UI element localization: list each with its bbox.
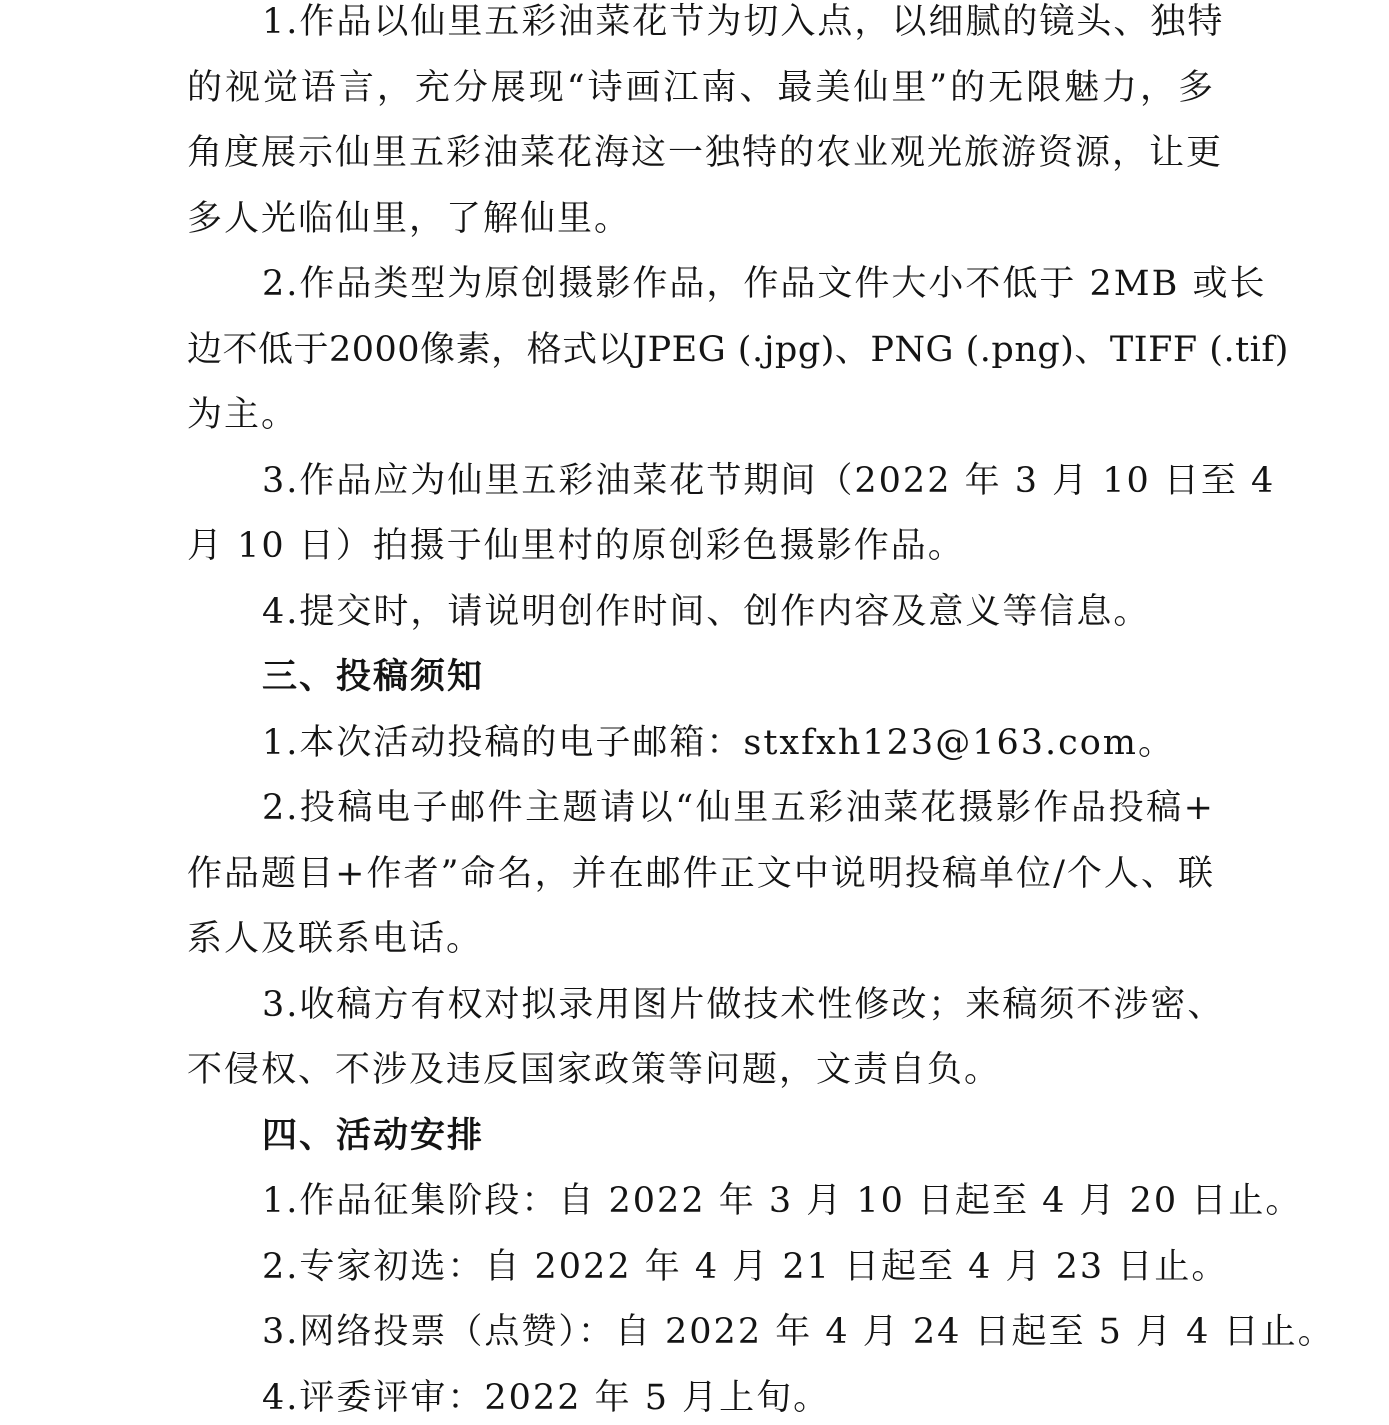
requirement-item-1	[187, 0, 1225, 241]
text-line: 边不低于2000像素，格式以JPEG (.jpg)、PNG (.png)、TIFF (.tif)	[187, 329, 1289, 370]
text-line: 3.网络投票（点赞）：自 2022 年 4 月 24 日起至 5 月 4 日止。	[262, 1312, 1335, 1353]
text-line: 3.收稿方有权对拟录用图片做技术性修改；来稿须不涉密、	[262, 984, 1225, 1025]
requirement-item-3	[187, 459, 1276, 569]
submission-item-2	[187, 786, 1215, 961]
schedule-item-2	[187, 1245, 1229, 1289]
text-line: 1.本次活动投稿的电子邮箱：stxfxh123@163.com。	[262, 722, 1175, 763]
text-line: 1.作品征集阶段：自 2022 年 3 月 10 日起至 4 月 20 日止。	[262, 1181, 1303, 1222]
section-heading-submission: 三、投稿须知	[262, 656, 485, 698]
text-line: 月 10 日）拍摄于仙里村的原创彩色摄影作品。	[187, 526, 965, 567]
text-line: 4.评委评审：2022 年 5 月上旬。	[262, 1377, 831, 1418]
text-line: 2.专家初选：自 2022 年 4 月 21 日起至 4 月 23 日止。	[262, 1246, 1229, 1287]
section-heading-schedule: 四、活动安排	[262, 1114, 485, 1156]
schedule-item-4	[187, 1376, 1215, 1420]
requirement-item-4	[187, 590, 1215, 634]
schedule-item-3	[187, 1310, 1335, 1354]
text-line: 2.作品类型为原创摄影作品，作品文件大小不低于 2MB 或长	[262, 264, 1267, 305]
schedule-item-1	[187, 1179, 1303, 1223]
text-line: 3.作品应为仙里五彩油菜花节期间（2022 年 3 月 10 日至 4	[262, 460, 1276, 501]
text-line: 4.提交时，请说明创作时间、创作内容及意义等信息。	[262, 591, 1151, 632]
submission-item-1	[187, 721, 1215, 765]
submission-item-3	[187, 983, 1225, 1093]
text-line: 为主。	[187, 395, 299, 436]
text-line: 角度展示仙里五彩油菜花海这一独特的农业观光旅游资源，让更	[187, 133, 1224, 174]
text-line: 系人及联系电话。	[187, 919, 484, 960]
requirement-item-2	[187, 262, 1289, 437]
text-line: 的视觉语言，充分展现“诗画江南、最美仙里”的无限魅力，多	[187, 67, 1215, 108]
text-line: 作品题目+作者”命名，并在邮件正文中说明投稿单位/个人、联	[187, 853, 1215, 894]
text-line: 2.投稿电子邮件主题请以“仙里五彩油菜花摄影作品投稿+	[262, 788, 1215, 829]
text-line: 不侵权、不涉及违反国家政策等问题，文责自负。	[187, 1050, 1002, 1091]
document-body	[187, 0, 1335, 1420]
text-line: 1.作品以仙里五彩油菜花节为切入点，以细腻的镜头、独特	[262, 2, 1225, 42]
text-line: 多人光临仙里，了解仙里。	[187, 198, 632, 239]
